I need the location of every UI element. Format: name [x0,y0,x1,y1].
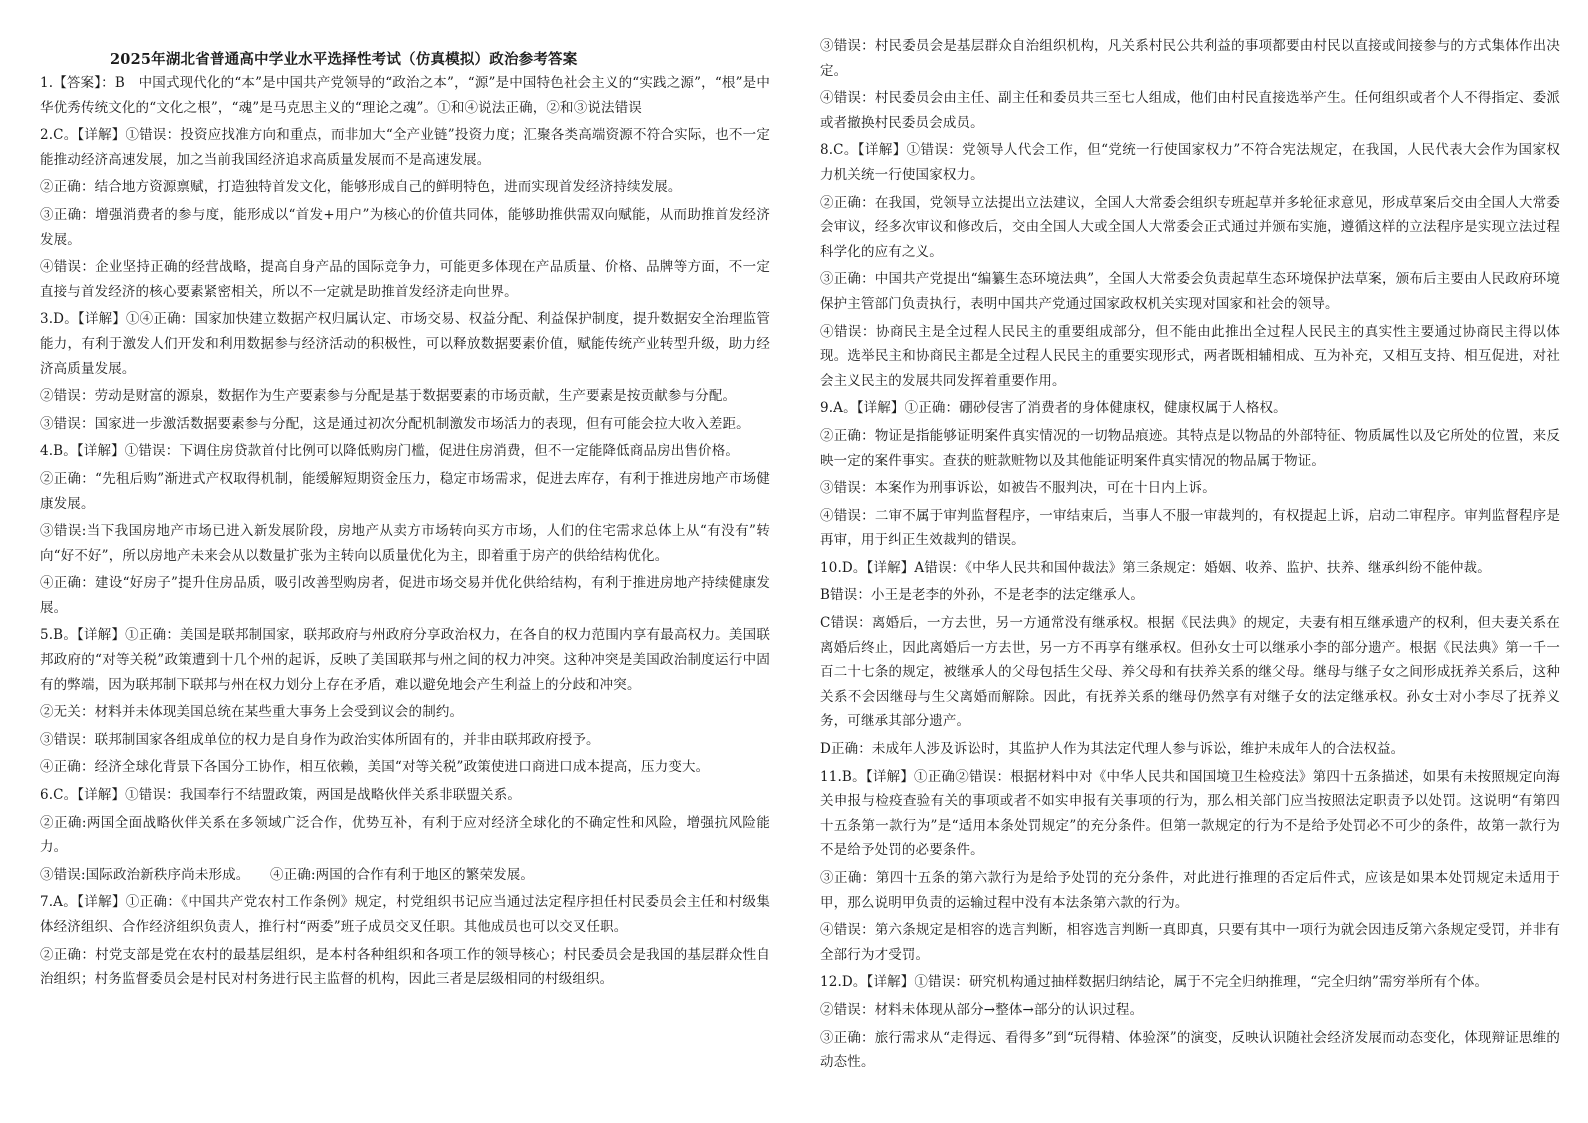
answer-paragraph: ②正确：在我国，党领导立法提出立法建议，全国人大常委会组织专班起草并多轮征求意见，形成草案后交由全国人大常委会审议，经多次审议和修改后，交由全国人大或全国人大常委会正式通过并颁布实施，遵循这样的立法程序是实现立法过程科学化的应有之义。 [820,194,1560,260]
answer-paragraph: 7.A。【详解】①正确：《中国共产党农村工作条例》规定，村党组织书记应当通过法定程序担任村民委员会主任和村级集体经济组织、合作经济组织负责人，推行村“两委”班子成员交叉任职。其他成员也可以交叉任职。 [40,894,770,935]
answer-paragraph: ③错误：村民委员会是基层群众自治组织机构，凡关系村民公共利益的事项都要由村民以直接或间接参与的方式集体作出决定。 [820,38,1560,79]
answer-paragraph: ②错误：劳动是财富的源泉，数据作为生产要素参与分配是基于数据要素的市场贡献，生产要素是按贡献参与分配。 [40,388,737,405]
answer-paragraph: ②错误：材料未体现从部分→整体→部分的认识过程。 [820,1001,1144,1018]
answer-paragraph: B错误：小王是老李的外孙，不是老李的法定继承人。 [820,587,1145,604]
answer-paragraph: ④错误：协商民主是全过程人民民主的重要组成部分，但不能由此推出全过程人民民主的真实性主要通过协商民主得以体现。选举民主和协商民主都是全过程人民民主的重要实现形式，两者既相辅相成、互为补充，又相互支持、相互促进，对社会主义民主的发展共同发挥着重要作用。 [820,323,1560,389]
right-column [820,0,1560,1078]
answer-paragraph: C错误：离婚后，一方去世，另一方通常没有继承权。根据《民法典》的规定，夫妻有相互继承遗产的权利，但夫妻关系在离婚后终止，因此离婚后一方去世，另一方不再享有继承权。但孙女士可以继承小李的部分遗产。根据《民法典》第一千一百二十七条的规定，被继承人的父母包括生父母、养父母和有扶养关系的继父母。继母与继子女之间形成抚养关系后，这种关系不会因继母与生父离婚而解除。因此，有抚养关系的继母仍然享有对继子女的法定继承权。孙女士对小李尽了抚养义务，可继承其部分遗产。 [820,615,1560,730]
answer-paragraph: ③正确：旅行需求从“走得远、看得多”到“玩得精、体验深”的演变，反映认识随社会经济发展而动态变化，体现辩证思维的动态性。 [820,1029,1560,1071]
answer-paragraph: 12.D。【详解】①错误：研究机构通过抽样数据归纳结论，属于不完全归纳推理，“完全归纳”需穷举所有个体。 [820,974,1489,991]
answer-paragraph: 10.D。【详解】A错误：《中华人民共和国仲裁法》第三条规定：婚姻、收养、监护、扶养、继承纠纷不能仲裁。 [820,559,1491,576]
answer-paragraph: ④错误：村民委员会由主任、副主任和委员共三至七人组成，他们由村民直接选举产生。任何组织或者个人不得指定、委派或者撤换村民委员会成员。 [820,90,1560,131]
answer-paragraph: 4.B。【详解】①错误：下调住房贷款首付比例可以降低购房门槛，促进住房消费，但不一定能降低商品房出售价格。 [40,443,739,460]
answer-paragraph: ③错误:当下我国房地产市场已进入新发展阶段，房地产从卖方市场转向买方市场，人们的住宅需求总体上从“有没有”转向“好不好”，所以房地产未来会从以数量扩张为主转向以质量优化为主，即着重于房产的供给结构优化。 [40,523,770,564]
answer-paragraph: ③正确：第四十五条的第六款行为是给予处罚的充分条件，对此进行推理的否定后件式，应该是如果本处罚规定未适用于甲，那么说明甲负责的运输过程中没有本法条第六款的行为。 [820,870,1560,911]
answer-paragraph: ③正确：增强消费者的参与度，能形成以“首发+用户”为核心的价值共同体，能够助推供需双向赋能，从而助推首发经济发展。 [40,206,770,248]
answer-paragraph: ④错误：企业坚持正确的经营战略，提高自身产品的国际竞争力，可能更多体现在产品质量、价格、品牌等方面，不一定直接与首发经济的核心要素紧密相关，所以不一定就是助推首发经济走向世界。 [40,259,770,300]
answer-paragraph: 9.A。【详解】①正确：硼砂侵害了消费者的身体健康权，健康权属于人格权。 [820,400,1287,417]
answer-paragraph: ②正确：村党支部是党在农村的最基层组织，是本村各种组织和各项工作的领导核心；村民委员会是我国的基层群众性自治组织；村务监督委员会是村民对村务进行民主监督的机构，因此三者是层级相同的村级组织。 [40,946,770,988]
answer-paragraph: ②正确:两国全面战略伙伴关系在多领域广泛合作，优势互补，有利于应对经济全球化的不确定性和风险，增强抗风险能力。 [40,814,770,856]
answer-paragraph: ④正确：经济全球化背景下各国分工协作，相互依赖，美国“对等关税”政策使进口商进口成本提高，压力变大。 [40,759,710,776]
answer-paragraph: 6.C。【详解】①错误：我国奉行不结盟政策，两国是战略伙伴关系非联盟关系。 [40,787,522,804]
answer-paragraph: ④错误：第六条规定是相容的选言判断，相容选言判断一真即真，只要有其中一项行为就会因违反第六条规定受罚，并非有全部行为才受罚。 [820,922,1560,963]
answer-paragraph: ②正确：“先租后购”渐进式产权取得机制，能缓解短期资金压力，稳定市场需求，促进去库存，有利于推进房地产市场健康发展。 [40,470,770,512]
answer-paragraph: ④正确：建设“好房子”提升住房品质，吸引改善型购房者，促进市场交易并优化供给结构，有利于推进房地产持续健康发展。 [40,575,770,616]
answer-paragraph: ③错误：联邦制国家各组成单位的权力是自身作为政治实体所固有的，并非由联邦政府授予。 [40,731,600,748]
answer-paragraph: D正确：未成年人涉及诉讼时，其监护人作为其法定代理人参与诉讼，维护未成年人的合法权益。 [820,741,1405,758]
answer-paragraph: 8.C。【详解】①错误：党领导人代会工作，但“党统一行使国家权力”不符合宪法规定，在我国，人民代表大会作为国家权力机关统一行使国家权力。 [820,142,1560,183]
answer-paragraph: 2.C。【详解】①错误：投资应找准方向和重点，而非加大“全产业链”投资力度；汇聚各类高端资源不符合实际，也不一定能推动经济高速发展，加之当前我国经济追求高质量发展而不是高速发展。 [40,127,770,168]
answer-paragraph: 5.B。【详解】①正确：美国是联邦制国家，联邦政府与州政府分享政治权力，在各自的权力范围内享有最高权力。美国联邦政府的“对等关税”政策遭到十几个州的起诉，反映了美国联邦与州之间的权力冲突。这种冲突是美国政治制度运行中固有的弊端，因为联邦制下联邦与州在权力划分上存在矛盾，难以避免地会产生利益上的分歧和冲突。 [40,627,770,693]
answer-paragraph: ②正确：物证是指能够证明案件真实情况的一切物品痕迹。其特点是以物品的外部特征、物质属性以及它所处的位置，来反映一定的案件事实。查获的赃款赃物以及其他能证明案件真实情况的物品属于物证。 [820,427,1560,469]
left-answers [40,71,770,992]
left-column [40,0,770,995]
answer-paragraph: ④错误：二审不属于审判监督程序，一审结束后，当事人不服一审裁判的，有权提起上诉，启动二审程序。审判监督程序是再审，用于纠正生效裁判的错误。 [820,507,1560,549]
answer-paragraph: ③正确：中国共产党提出“编纂生态环境法典”，全国人大常委会负责起草生态环境保护法草案，颁布后主要由人民政府环境保护主管部门负责执行，表明中国共产党通过国家政权机关实现对国家和社会的领导。 [820,271,1560,312]
answer-paragraph: ③错误：国家进一步激活数据要素参与分配，这是通过初次分配机制激发市场活力的表现，但有可能会拉大收入差距。 [40,415,750,432]
answer-paragraph: ③错误:国际政治新秩序尚未形成。 ④正确:两国的合作有利于地区的繁荣发展。 [40,866,535,883]
answer-paragraph: 3.D。【详解】①④正确：国家加快建立数据产权归属认定、市场交易、权益分配、利益保护制度，提升数据安全治理监管能力，有利于激发人们开发和利用数据参与经济活动的积极性，可以释放数据要素价值，赋能传统产业转型升级，助力经济高质量发展。 [40,311,770,377]
answer-paragraph: ②正确：结合地方资源禀赋，打造独特首发文化，能够形成自己的鲜明特色，进而实现首发经济持续发展。 [40,179,682,196]
document-title: 2025年湖北省普通高中学业水平选择性考试（仿真模拟）政治参考答案 [110,51,578,68]
answer-paragraph: 1.【答案】：B 中国式现代化的“本”是中国共产党领导的“政治之本”，“源”是中国特色社会主义的“实践之源”，“根”是中华优秀传统文化的“文化之根”，“魂”是马克思主义的“理论之魂”。①和④说法正确，②和③说法错误 [40,75,770,116]
answer-paragraph: ②无关：材料并未体现美国总统在某些重大事务上会受到议会的制约。 [40,704,464,721]
answer-paragraph: ③错误：本案作为刑事诉讼，如被告不服判决，可在十日内上诉。 [820,480,1216,497]
right-answers [820,34,1560,1075]
answer-paragraph: 11.B。【详解】①正确②错误：根据材料中对《中华人民共和国国境卫生检疫法》第四十五条描述，如果有未按照规定向海关申报与检疫查验有关的事项或者不如实申报有关事项的行为，那么相关部门应当按照法定职责予以处罚。这说明“有第四十五条第一款行为”是“适用本条处罚规定”的充分条件。但第一款规定的行为不是给予处罚必不可少的条件，故第一款行为不是给予处罚的必要条件。 [820,768,1560,859]
